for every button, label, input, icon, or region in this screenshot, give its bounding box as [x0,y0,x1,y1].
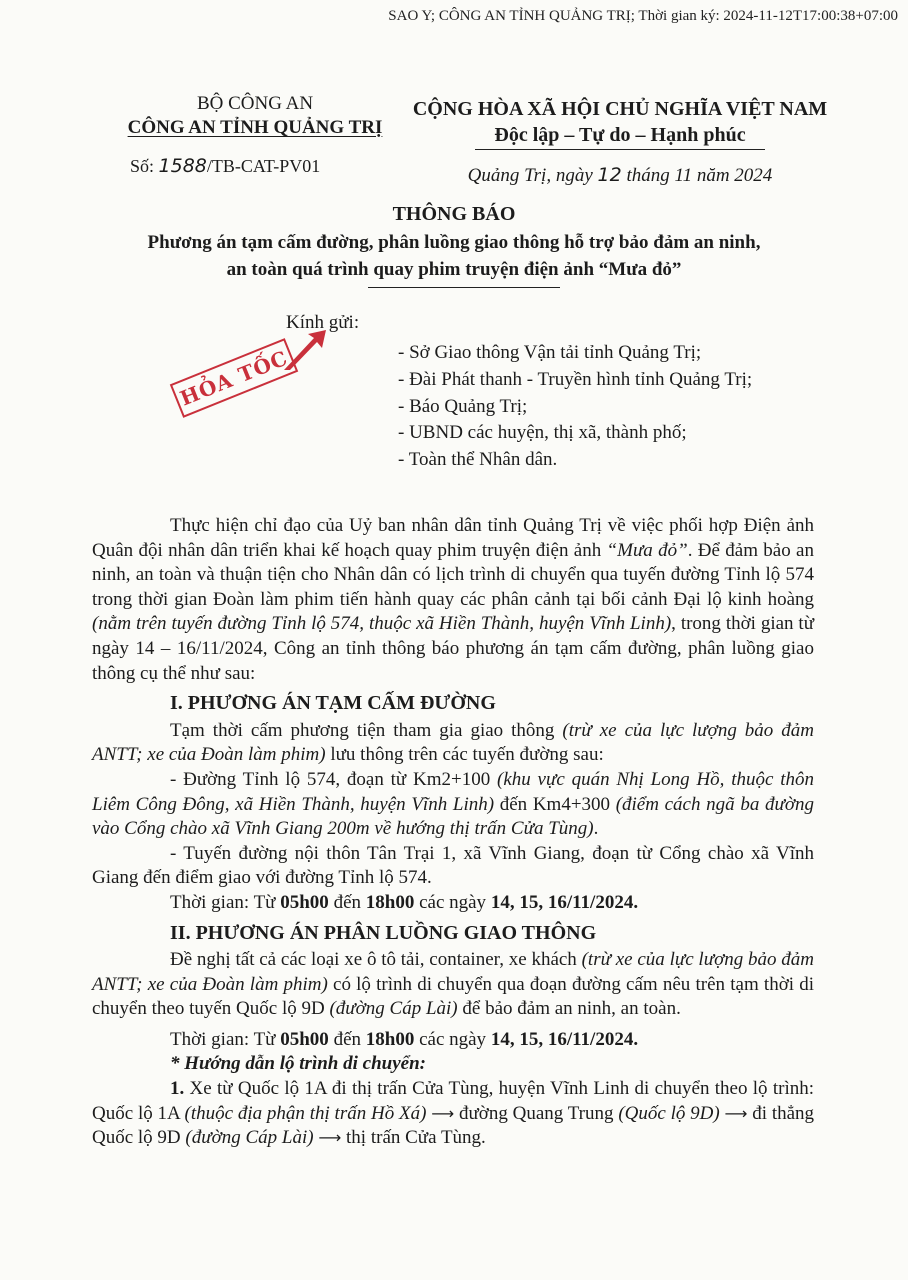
dates: 14, 15, 16/11/2024. [490,1028,639,1050]
location-note: (điểm cách ngã ba đường vào Cổng chào xã Vĩnh Giang 200m về hướng thị trấn Cửa Tùng) [92,793,814,840]
section-1-road-2: - Tuyến đường nội thôn Tân Trại 1, xã Vĩnh Giang, đoạn từ Cổng chào xã Vĩnh Giang đến điểm giao với đường Tỉnh lộ 574. [92,842,814,889]
document-number [130,155,410,177]
intro-paragraph [92,514,814,686]
subtitle-line-2: an toàn quá trình quay phim truyện điện ảnh “Mưa đỏ” [226,259,682,280]
text: Thời gian: Từ [170,1028,281,1050]
time-end: 18h00 [365,891,415,913]
recipient-item: - UBND các huyện, thị xã, thành phố; [398,422,687,444]
text: đến Km4+300 [494,793,616,815]
section-2-heading: II. PHƯƠNG ÁN PHÂN LUỒNG GIAO THÔNG [170,921,597,944]
recipient-item: - Toàn thể Nhân dân. [398,449,558,471]
road-note: (đường Cáp Lài) [185,1127,314,1149]
date-suffix: tháng 11 năm 2024 [621,165,773,186]
section-1-road-1 [92,768,814,842]
location-note: (thuộc địa phận thị trấn Hồ Xá) [184,1102,427,1124]
text: có lộ trình di chuyển qua đoạn đường cấm nêu trên tạm thời di chuyển theo tuyến Quốc lộ 9D [92,973,814,1020]
urgent-stamp-arrow-icon [284,330,326,370]
nation-name: CỘNG HÒA XÃ HỘI CHỦ NGHĨA VIỆT NAM [412,98,828,120]
urgent-stamp [170,338,298,418]
digital-signature-stamp: SAO Y; CÔNG AN TỈNH QUẢNG TRỊ; Thời gian ký: 2024-11-12T17:00:38+07:00 [388,8,898,24]
doc-number-suffix: /TB-CAT-PV01 [206,156,321,176]
section-2-paragraph [92,948,814,1022]
text: - Đường Tỉnh lộ 574, đoạn từ Km2+100 [170,768,497,790]
arrow-right-icon: ⟶ [431,1103,455,1123]
dates: 14, 15, 16/11/2024. [490,891,639,913]
document-body [92,514,814,1151]
time-start: 05h00 [280,891,329,913]
section-1-time [92,891,814,916]
recipient-item: - Đài Phát thanh - Truyền hình tỉnh Quảng Trị; [398,368,753,390]
text: đến [328,891,366,913]
recipient-list [398,340,752,474]
text: đường Quang Trung [454,1102,619,1124]
subtitle-underline [368,287,560,288]
route-number: 1. [170,1078,185,1100]
text: các ngày [414,1028,491,1050]
document-title: THÔNG BÁO [392,203,516,225]
recipient-item: - Báo Quảng Trị; [398,395,528,417]
intro-text: . Để đảm bảo an ninh, an toàn và thuận tiện cho Nhân dân có lịch trình di chuyển qua tuyến đường Tỉnh lộ 574 trong thời gian Đoàn làm phim tiến hành quay các phân cảnh tại bối cảnh Đại lộ kinh hoàng [92,539,814,610]
text: đến [328,1028,366,1050]
road-note: (đường Cáp Lài) [329,998,458,1020]
text: . [593,818,599,840]
national-motto: Độc lập – Tự do – Hạnh phúc [494,124,746,146]
national-header-block [410,98,830,187]
location-note: (khu vực quán Nhị Long Hồ, thuộc thôn Liêm Công Đông, xã Hiền Thành, huyện Vĩnh Linh) [92,768,814,815]
road-note: (Quốc lộ 9D) [618,1102,720,1124]
arrow-right-icon: ⟶ [318,1128,342,1148]
salutation: Kính gửi: [286,312,360,333]
time-end: 18h00 [365,1028,415,1050]
issuing-agency-block [100,93,410,177]
motto-underline [475,149,765,150]
text: lưu thông trên các tuyến đường sau: [325,744,604,766]
route-1 [92,1077,814,1151]
section-1-heading: I. PHƯƠNG ÁN TẠM CẤM ĐƯỜNG [170,692,496,715]
exception-note: (trừ xe của lực lượng bảo đảm ANTT; xe của Đoàn làm phim) [92,719,814,766]
exception-note: (trừ xe của lực lượng bảo đảm ANTT; xe của Đoàn làm phim) [92,949,814,995]
section-1-paragraph [92,719,814,768]
text: Đề nghị tất cả các loại xe ô tô tải, container, xe khách [170,949,582,971]
doc-number-prefix: Số: [130,156,159,176]
place-date [410,164,830,187]
text: Tạm thời cấm phương tiện tham gia giao thông [170,719,563,741]
text: Xe từ Quốc lộ 1A đi thị trấn Cửa Tùng, huyện Vĩnh Linh di chuyển theo lộ trình: Quốc lộ 1A [92,1078,814,1124]
text: đi thẳng Quốc lộ 9D [92,1102,815,1149]
document-subtitle [60,229,848,283]
parent-agency: BỘ CÔNG AN [196,93,314,114]
recipient-item: - Sở Giao thông Vận tải tỉnh Quảng Trị; [398,342,702,363]
intro-text: Thực hiện chỉ đạo của Uỷ ban nhân dân tỉnh Quảng Trị về việc phối hợp Điện ảnh Quân đội nhân dân triển khai kế hoạch quay phim truyện điện ảnh [92,515,814,561]
agency-name: CÔNG AN TỈNH QUẢNG TRỊ [127,117,383,138]
text: để bảo đảm an ninh, an toàn. [457,998,681,1020]
route-guide-heading: * Hướng dẫn lộ trình di chuyển: [170,1053,426,1075]
urgent-stamp-text: HỎA TỐC [170,338,298,418]
time-start: 05h00 [280,1028,329,1050]
date-prefix: Quảng Trị, ngày [467,165,598,186]
text: Thời gian: Từ [170,891,281,913]
film-title: “Mưa đỏ” [606,539,688,561]
section-2-time [92,1028,814,1053]
subtitle-line-1: Phương án tạm cấm đường, phân luồng giao thông hỗ trợ bảo đảm an ninh, [147,232,761,253]
intro-text: , trong thời gian từ ngày 14 – 16/11/2024, Công an tỉnh thông báo phương án tạm cấm đường, phân luồng giao thông cụ thể như sau: [92,613,815,684]
doc-number-handwritten: 1588 [158,155,207,177]
location-note: (nằm trên tuyến đường Tỉnh lộ 574, thuộc xã Hiền Thành, huyện Vĩnh Linh) [92,613,672,635]
text: các ngày [414,891,491,913]
date-day-handwritten: 12 [597,164,622,186]
arrow-right-icon: ⟶ [724,1103,748,1123]
text: thị trấn Cửa Tùng. [341,1127,486,1149]
